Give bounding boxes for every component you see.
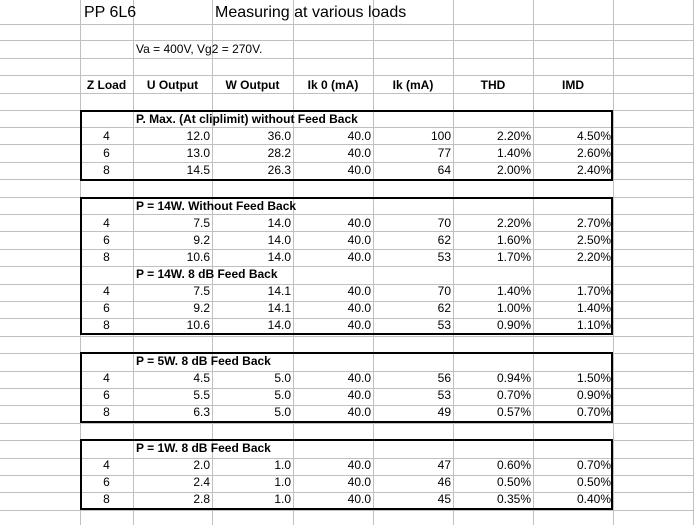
z-load-cell: 6 bbox=[103, 301, 110, 315]
thd-cell: 0.35% bbox=[496, 492, 531, 506]
header-imd: IMD bbox=[562, 78, 584, 92]
z-load-cell: 8 bbox=[103, 250, 110, 264]
header-u-output: U Output bbox=[146, 78, 199, 92]
imd-cell: 1.40% bbox=[576, 301, 611, 315]
u-output-cell: 6.3 bbox=[193, 405, 210, 419]
header-ik: Ik (mA) bbox=[392, 78, 434, 92]
ik-cell: 53 bbox=[437, 250, 451, 264]
imd-cell: 2.40% bbox=[576, 163, 611, 177]
thd-cell: 0.50% bbox=[496, 475, 531, 489]
u-output-cell: 9.2 bbox=[193, 233, 210, 247]
u-output-cell: 5.5 bbox=[193, 388, 210, 402]
u-output-cell: 2.8 bbox=[193, 492, 210, 506]
ik0-cell: 40.0 bbox=[347, 371, 371, 385]
ik0-cell: 40.0 bbox=[347, 250, 371, 264]
thd-cell: 0.94% bbox=[496, 371, 531, 385]
u-output-cell: 2.4 bbox=[193, 475, 210, 489]
section-title: P = 14W. 8 dB Feed Back bbox=[136, 267, 278, 281]
ik-cell: 64 bbox=[437, 163, 451, 177]
conditions-text: Va = 400V, Vg2 = 270V. bbox=[136, 42, 263, 56]
z-load-cell: 6 bbox=[103, 475, 110, 489]
u-output-cell: 7.5 bbox=[193, 284, 210, 298]
ik0-cell: 40.0 bbox=[347, 163, 371, 177]
header-thd: THD bbox=[480, 78, 506, 92]
grid-line bbox=[613, 0, 614, 525]
ik-cell: 53 bbox=[437, 388, 451, 402]
w-output-cell: 14.1 bbox=[267, 301, 291, 315]
z-load-cell: 4 bbox=[103, 371, 110, 385]
imd-cell: 0.70% bbox=[576, 405, 611, 419]
imd-cell: 2.70% bbox=[576, 216, 611, 230]
z-load-cell: 8 bbox=[103, 492, 110, 506]
ik-cell: 62 bbox=[437, 233, 451, 247]
imd-cell: 0.70% bbox=[576, 458, 611, 472]
thd-cell: 0.57% bbox=[496, 405, 531, 419]
imd-cell: 1.10% bbox=[576, 318, 611, 332]
u-output-cell: 10.6 bbox=[186, 318, 210, 332]
w-output-cell: 1.0 bbox=[274, 475, 291, 489]
ik0-cell: 40.0 bbox=[347, 216, 371, 230]
thd-cell: 1.70% bbox=[496, 250, 531, 264]
w-output-cell: 5.0 bbox=[274, 405, 291, 419]
ik0-cell: 40.0 bbox=[347, 458, 371, 472]
z-load-cell: 8 bbox=[103, 163, 110, 177]
ik-cell: 53 bbox=[437, 318, 451, 332]
w-output-cell: 5.0 bbox=[274, 388, 291, 402]
w-output-cell: 14.0 bbox=[267, 216, 291, 230]
header-ik0: Ik 0 (mA) bbox=[307, 78, 359, 92]
ik0-cell: 40.0 bbox=[347, 388, 371, 402]
ik-cell: 56 bbox=[437, 371, 451, 385]
u-output-cell: 7.5 bbox=[193, 216, 210, 230]
thd-cell: 1.60% bbox=[496, 233, 531, 247]
ik-cell: 46 bbox=[437, 475, 451, 489]
imd-cell: 2.20% bbox=[576, 250, 611, 264]
u-output-cell: 10.6 bbox=[186, 250, 210, 264]
z-load-cell: 6 bbox=[103, 146, 110, 160]
ik-cell: 70 bbox=[437, 284, 451, 298]
sheet-title: PP 6L6 bbox=[84, 4, 137, 21]
w-output-cell: 14.1 bbox=[267, 284, 291, 298]
thd-cell: 0.60% bbox=[496, 458, 531, 472]
imd-cell: 1.70% bbox=[576, 284, 611, 298]
ik0-cell: 40.0 bbox=[347, 301, 371, 315]
w-output-cell: 14.0 bbox=[267, 233, 291, 247]
imd-cell: 0.50% bbox=[576, 475, 611, 489]
ik-cell: 45 bbox=[437, 492, 451, 506]
ik0-cell: 40.0 bbox=[347, 233, 371, 247]
ik0-cell: 40.0 bbox=[347, 318, 371, 332]
header-z-load: Z Load bbox=[86, 78, 127, 92]
ik-cell: 70 bbox=[437, 216, 451, 230]
section-title: P = 14W. Without Feed Back bbox=[136, 199, 297, 213]
w-output-cell: 28.2 bbox=[267, 146, 291, 160]
ik-cell: 47 bbox=[437, 458, 451, 472]
ik-cell: 49 bbox=[437, 405, 451, 419]
sheet-subtitle: Measuring at various loads bbox=[215, 4, 407, 21]
ik-cell: 62 bbox=[437, 301, 451, 315]
w-output-cell: 14.0 bbox=[267, 250, 291, 264]
w-output-cell: 1.0 bbox=[274, 458, 291, 472]
grid-line bbox=[0, 336, 694, 337]
u-output-cell: 9.2 bbox=[193, 301, 210, 315]
imd-cell: 0.40% bbox=[576, 492, 611, 506]
imd-cell: 0.90% bbox=[576, 388, 611, 402]
grid-line bbox=[0, 423, 694, 424]
w-output-cell: 14.0 bbox=[267, 318, 291, 332]
thd-cell: 1.00% bbox=[496, 301, 531, 315]
header-w-output: W Output bbox=[225, 78, 280, 92]
z-load-cell: 6 bbox=[103, 233, 110, 247]
grid-line bbox=[0, 58, 694, 59]
imd-cell: 1.50% bbox=[576, 371, 611, 385]
section-title: P = 1W. 8 dB Feed Back bbox=[136, 441, 271, 455]
w-output-cell: 1.0 bbox=[274, 492, 291, 506]
z-load-cell: 4 bbox=[103, 284, 110, 298]
w-output-cell: 36.0 bbox=[267, 129, 291, 143]
grid-line bbox=[0, 24, 694, 25]
thd-cell: 0.90% bbox=[496, 318, 531, 332]
w-output-cell: 26.3 bbox=[267, 163, 291, 177]
ik0-cell: 40.0 bbox=[347, 492, 371, 506]
u-output-cell: 2.0 bbox=[193, 458, 210, 472]
ik-cell: 77 bbox=[437, 146, 451, 160]
thd-cell: 2.00% bbox=[496, 163, 531, 177]
z-load-cell: 4 bbox=[103, 129, 110, 143]
thd-cell: 1.40% bbox=[496, 146, 531, 160]
section-title: P. Max. (At cliplimit) without Feed Back bbox=[136, 112, 358, 126]
w-output-cell: 5.0 bbox=[274, 371, 291, 385]
ik0-cell: 40.0 bbox=[347, 405, 371, 419]
ik0-cell: 40.0 bbox=[347, 129, 371, 143]
imd-cell: 2.50% bbox=[576, 233, 611, 247]
z-load-cell: 4 bbox=[103, 458, 110, 472]
thd-cell: 2.20% bbox=[496, 129, 531, 143]
z-load-cell: 8 bbox=[103, 318, 110, 332]
ik0-cell: 40.0 bbox=[347, 146, 371, 160]
ik0-cell: 40.0 bbox=[347, 475, 371, 489]
ik-cell: 100 bbox=[430, 129, 451, 143]
z-load-cell: 6 bbox=[103, 388, 110, 402]
ik0-cell: 40.0 bbox=[347, 284, 371, 298]
imd-cell: 2.60% bbox=[576, 146, 611, 160]
section-title: P = 5W. 8 dB Feed Back bbox=[136, 354, 271, 368]
u-output-cell: 12.0 bbox=[186, 129, 210, 143]
grid-line bbox=[0, 75, 694, 76]
u-output-cell: 14.5 bbox=[186, 163, 210, 177]
u-output-cell: 13.0 bbox=[186, 146, 210, 160]
imd-cell: 4.50% bbox=[576, 129, 611, 143]
thd-cell: 0.70% bbox=[496, 388, 531, 402]
grid-line bbox=[0, 510, 694, 511]
thd-cell: 1.40% bbox=[496, 284, 531, 298]
thd-cell: 2.20% bbox=[496, 216, 531, 230]
u-output-cell: 4.5 bbox=[193, 371, 210, 385]
grid-line bbox=[0, 40, 694, 41]
z-load-cell: 8 bbox=[103, 405, 110, 419]
z-load-cell: 4 bbox=[103, 216, 110, 230]
